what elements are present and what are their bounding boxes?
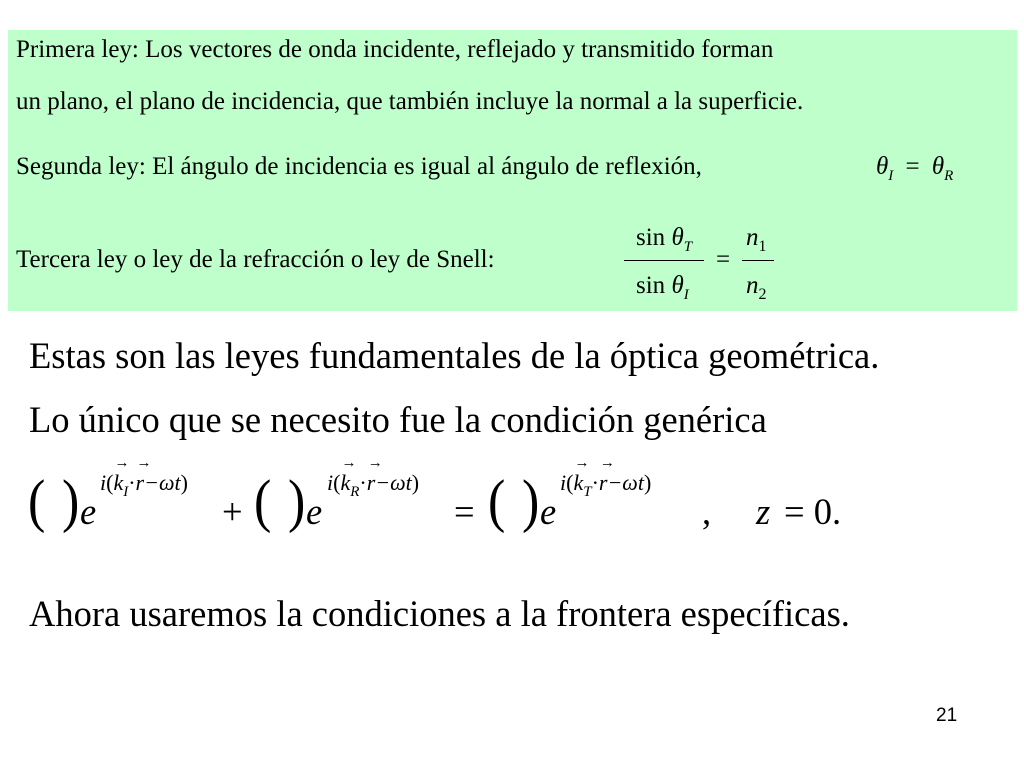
second-law-text: Segunda ley: El ángulo de incidencia es igual al ángulo de reflexión, bbox=[16, 153, 702, 180]
snell-numerator-right bbox=[746, 224, 767, 255]
z-equals-zero: = 0. bbox=[784, 491, 842, 532]
comma: , bbox=[702, 491, 712, 532]
third-law-text: Tercera ley o ley de la refracción o ley de Snell: bbox=[16, 246, 495, 273]
paren-close: ) bbox=[522, 468, 540, 535]
theta-symbol: θ bbox=[876, 153, 889, 180]
sin-label: sin bbox=[636, 224, 666, 251]
body-line-3: Ahora usaremos la condiciones a la frontera específicas. bbox=[29, 593, 850, 634]
second-law-equation bbox=[876, 153, 954, 184]
subscript-r: R bbox=[944, 168, 954, 184]
snell-denominator-right bbox=[746, 272, 767, 303]
dot: · bbox=[359, 470, 367, 495]
imag-unit: i bbox=[327, 470, 334, 495]
equals-sign: = bbox=[905, 153, 920, 180]
theta-symbol: θ bbox=[671, 224, 684, 251]
omega-t: −ωt bbox=[144, 470, 181, 495]
paren-open: ( bbox=[28, 468, 46, 535]
subscript-1: 1 bbox=[758, 238, 767, 255]
snell-numerator-left bbox=[636, 224, 693, 255]
r-vector: → r bbox=[599, 470, 608, 496]
exp-base-e: e bbox=[306, 491, 323, 532]
theta-symbol: θ bbox=[671, 272, 684, 299]
subscript-i: I bbox=[123, 484, 129, 500]
subscript-r: R bbox=[350, 484, 360, 500]
paren-open: ( bbox=[254, 468, 272, 535]
snell-denominator-left bbox=[636, 272, 689, 303]
theta-symbol: θ bbox=[931, 153, 945, 180]
page-number: 21 bbox=[936, 705, 958, 726]
body-line-1: Estas son las leyes fundamentales de la óptica geométrica. bbox=[29, 335, 880, 376]
imag-unit: i bbox=[100, 470, 107, 495]
omega-t: −ωt bbox=[607, 470, 644, 495]
subscript-t: T bbox=[683, 239, 693, 255]
exp-base-e: e bbox=[80, 491, 97, 532]
subscript-i: I bbox=[683, 287, 689, 303]
exponent-incident: $i(\to k_I\cdot\to r-\omega t)$ bbox=[100, 470, 188, 496]
body-line-2: Lo único que se necesito fue la condición genérica bbox=[29, 399, 767, 440]
snell-equals: = bbox=[716, 246, 731, 273]
imag-unit: i bbox=[560, 470, 567, 495]
k-vector: → k bbox=[113, 470, 123, 496]
subscript-2: 2 bbox=[758, 286, 767, 303]
k-vector: → k bbox=[340, 470, 350, 496]
dot: · bbox=[128, 470, 136, 495]
subscript-i: I bbox=[888, 168, 894, 184]
first-law-line2: un plano, el plano de incidencia, que también incluye la normal a la superficie. bbox=[16, 88, 804, 115]
k-vector: → k bbox=[573, 470, 583, 496]
first-law-line1: Primera ley: Los vectores de onda incidente, reflejado y transmitido forman bbox=[16, 36, 774, 63]
sin-label: sin bbox=[636, 272, 666, 299]
n-symbol: n bbox=[746, 224, 759, 251]
paren-close: ) bbox=[62, 468, 80, 535]
exponent-transmitted: $i(\to k_T\cdot\to r-\omega t)$ bbox=[560, 470, 651, 496]
equals-sign: = bbox=[454, 491, 475, 532]
z-variable: z bbox=[756, 491, 771, 532]
exponent-reflected: $i(\to k_R\cdot\to r-\omega t)$ bbox=[327, 470, 419, 496]
plus-sign: + bbox=[222, 491, 243, 532]
fraction-line-left bbox=[624, 260, 704, 261]
paren-open: ( bbox=[488, 468, 506, 535]
r-vector: → r bbox=[136, 470, 145, 496]
subscript-t: T bbox=[583, 484, 592, 500]
n-symbol: n bbox=[746, 272, 759, 299]
exp-base-e: e bbox=[540, 491, 557, 532]
dot: · bbox=[591, 470, 599, 495]
omega-t: −ωt bbox=[375, 470, 412, 495]
fraction-line-right bbox=[742, 260, 774, 261]
paren-close: ) bbox=[288, 468, 306, 535]
r-vector: → r bbox=[367, 470, 376, 496]
